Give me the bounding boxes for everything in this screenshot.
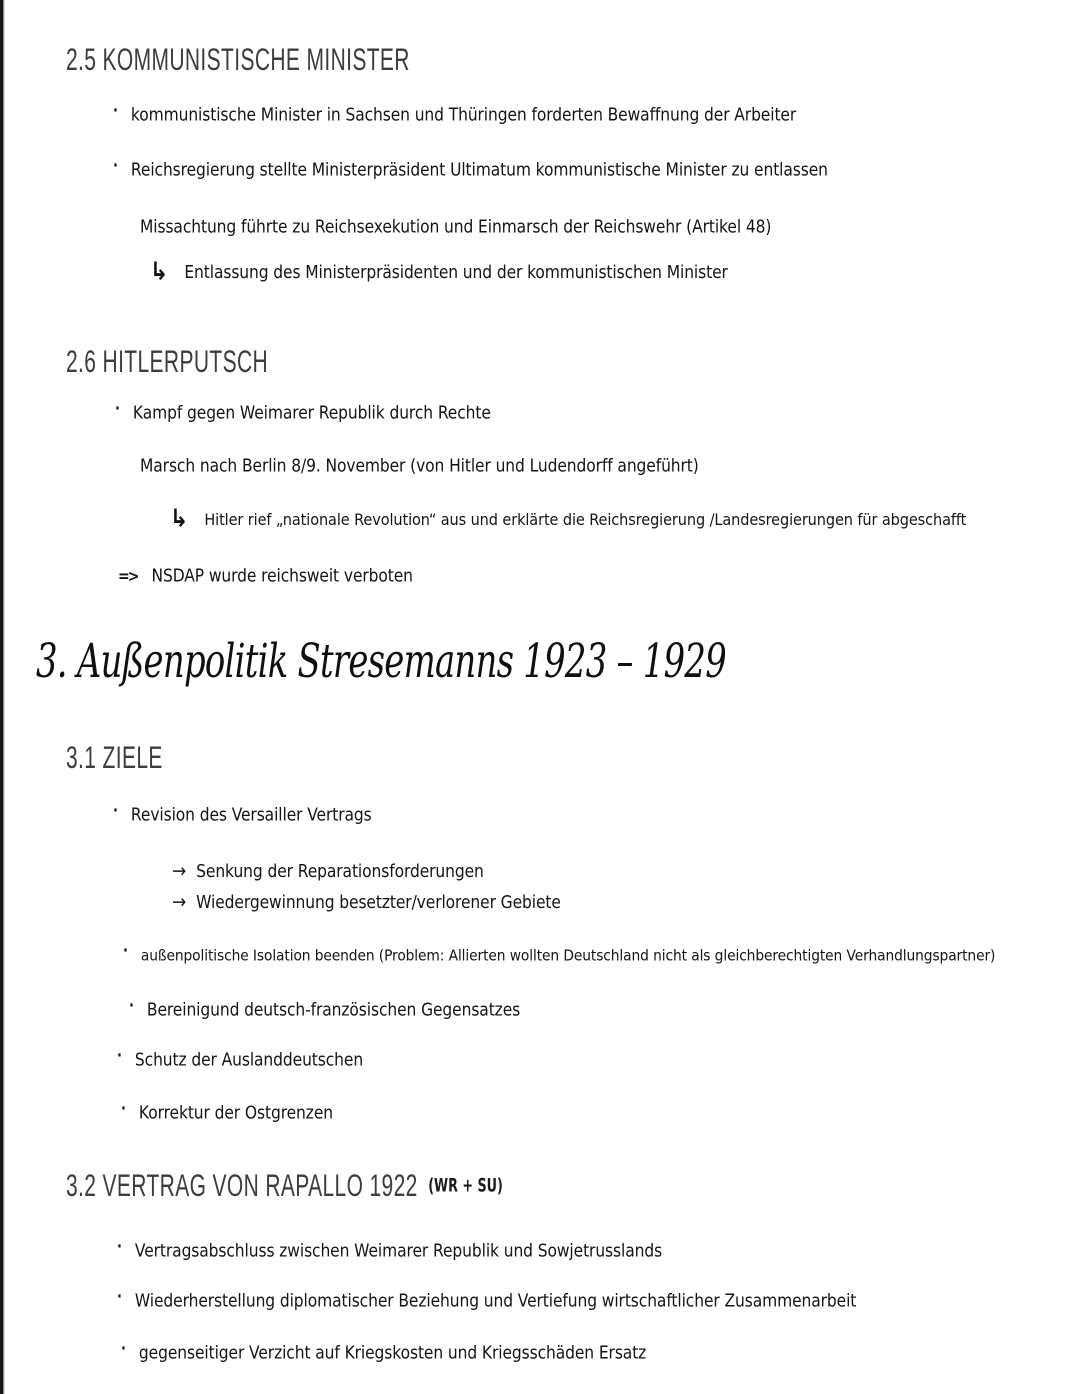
note-line — [116, 1283, 857, 1312]
note-line — [170, 505, 966, 533]
note-text: Reichsregierung stellte Ministerpräsident Ultimatum kommunistische Minister zu entlassen — [130, 160, 828, 181]
implication-arrow-icon: => — [118, 568, 138, 587]
note-line — [140, 456, 699, 476]
note-line — [122, 937, 996, 966]
bullet-icon: · — [120, 1095, 127, 1124]
note-line — [120, 1335, 647, 1364]
note-text: Korrektur der Ostgrenzen — [138, 1103, 333, 1124]
arrow-icon: → — [172, 860, 187, 883]
bullet-icon: · — [112, 152, 119, 181]
note-text: Hitler rief „nationale Revolution“ aus und erklärte die Reichsregierung /Landesregierungen für abgeschafft — [204, 511, 967, 530]
section-heading-3-1: 3.1 ZIELE — [66, 740, 163, 775]
note-line — [172, 891, 561, 913]
heading-annotation: (WR + SU) — [428, 1174, 503, 1198]
note-text: Kampf gegen Weimarer Republik durch Rechte — [132, 403, 491, 424]
note-line — [140, 217, 771, 237]
note-text: Bereinigund deutsch-französischen Gegensatzes — [146, 1000, 521, 1021]
bullet-icon: · — [116, 1233, 123, 1262]
note-text: Entlassung des Ministerpräsidenten und der kommunistischen Minister — [184, 262, 728, 283]
bullet-icon: · — [116, 1042, 123, 1071]
note-text: Schutz der Auslanddeutschen — [134, 1050, 364, 1071]
bullet-icon: · — [120, 1335, 127, 1364]
section-heading-3-2 — [66, 1168, 503, 1204]
note-line — [114, 395, 491, 424]
note-line — [150, 258, 728, 286]
note-line — [116, 1042, 364, 1071]
note-line — [116, 1233, 663, 1262]
bullet-icon: · — [128, 992, 135, 1021]
note-line — [112, 152, 828, 181]
note-text: Vertragsabschluss zwischen Weimarer Republik und Sowjetrusslands — [134, 1241, 663, 1262]
note-text: Missachtung führte zu Reichsexekution und Einmarsch der Reichswehr (Artikel 48) — [140, 217, 772, 238]
bullet-icon: · — [112, 797, 119, 826]
elbow-arrow-icon: ↳ — [150, 258, 169, 286]
note-line — [128, 992, 521, 1021]
bullet-icon: · — [114, 395, 121, 424]
section-heading-text: 3.2 VERTRAG VON RAPALLO 1922 — [66, 1168, 418, 1203]
chapter-heading: 3. Außenpolitik Stresemanns 1923 – 1929 — [36, 634, 727, 689]
note-text: Wiedergewinnung besetzter/verlorener Gebiete — [196, 892, 561, 913]
note-line — [120, 1095, 333, 1124]
note-line — [118, 566, 413, 586]
note-text: gegenseitiger Verzicht auf Kriegskosten und Kriegsschäden Ersatz — [138, 1343, 647, 1364]
note-text: Marsch nach Berlin 8/9. November (von Hitler und Ludendorff angeführt) — [140, 456, 699, 477]
section-heading-2-5: 2.5 KOMMUNISTISCHE MINISTER — [66, 42, 410, 77]
bullet-icon: · — [116, 1283, 123, 1312]
note-line — [172, 860, 484, 882]
section-heading-2-6: 2.6 HITLERPUTSCH — [66, 344, 269, 379]
note-text: Senkung der Reparationsforderungen — [196, 861, 484, 882]
bullet-icon: · — [112, 97, 119, 126]
note-text: NSDAP wurde reichsweit verboten — [151, 566, 413, 587]
note-line — [112, 797, 372, 826]
bullet-icon: · — [122, 937, 129, 966]
arrow-icon: → — [172, 891, 187, 914]
page-left-edge — [0, 0, 5, 1394]
note-text: kommunistische Minister in Sachsen und Thüringen forderten Bewaffnung der Arbeiter — [130, 105, 797, 126]
note-text: Revision des Versailler Vertrags — [130, 805, 372, 826]
note-text: außenpolitische Isolation beenden (Problem: Allierten wollten Deutschland nicht als gleichberechtigten Verhandlungspartner) — [140, 947, 996, 966]
note-line — [112, 97, 797, 126]
note-text: Wiederherstellung diplomatischer Beziehung und Vertiefung wirtschaftlicher Zusammenarbeit — [134, 1291, 857, 1312]
elbow-arrow-icon: ↳ — [170, 505, 189, 533]
